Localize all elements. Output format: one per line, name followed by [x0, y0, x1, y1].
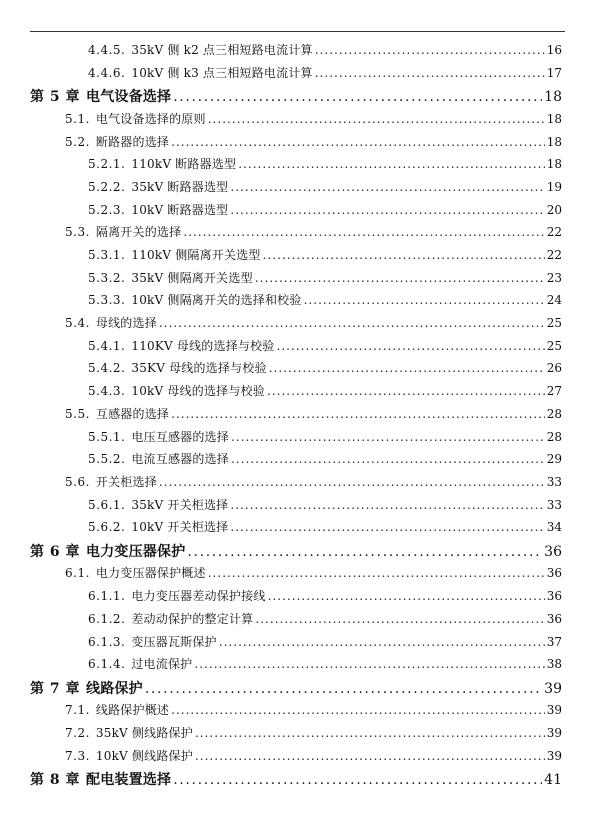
toc-entry[interactable]	[0, 359, 597, 382]
header-rule	[30, 31, 565, 32]
toc-entry-number: 7.2.	[65, 726, 90, 741]
toc-entry-number: 5.5.2.	[88, 452, 126, 467]
toc-entry-page-number: 29	[546, 452, 562, 467]
toc-entry[interactable]	[0, 291, 597, 314]
dot-leader	[208, 566, 545, 580]
toc-entry-title: 电力变压器保护	[86, 543, 186, 560]
toc-entry[interactable]	[0, 496, 597, 519]
toc-entry-page-number: 19	[546, 179, 562, 194]
dot-leader	[255, 612, 544, 626]
dot-leader	[230, 203, 544, 217]
toc-entry[interactable]	[0, 314, 597, 337]
dot-leader	[304, 293, 545, 307]
dot-leader	[231, 430, 545, 444]
toc-entry-number: 5.2.1.	[88, 157, 126, 172]
dot-leader	[267, 384, 545, 398]
toc-entry-title: 10kV 侧 k3 点三相短路电流计算	[131, 65, 313, 80]
toc-entry-title: 10kV 侧隔离开关的选择和校验	[131, 293, 302, 308]
toc-entry-page-number: 33	[546, 474, 562, 489]
dot-leader	[219, 635, 545, 649]
toc-entry-number: 5.5.	[65, 406, 90, 421]
toc-entry-page-number: 39	[546, 703, 562, 718]
toc-entry-title: 35kV 侧 k2 点三相短路电流计算	[131, 43, 313, 57]
toc-entry[interactable]	[0, 610, 597, 633]
toc-entry-title: 110kV 断路器选型	[131, 157, 237, 172]
toc-entry-title: 母线的选择	[95, 316, 157, 331]
toc-entry-number: 5.5.1.	[88, 429, 126, 444]
toc-entry-page-number: 24	[546, 293, 562, 308]
toc-entry-page-number: 37	[546, 634, 562, 649]
toc-entry-page-number: 26	[546, 361, 562, 376]
toc-entry-title: 35KV 母线的选择与校验	[131, 361, 267, 376]
toc-entry[interactable]	[0, 724, 597, 747]
toc-entry[interactable]	[0, 473, 597, 496]
toc-entry-title: 配电装置选择	[86, 772, 172, 789]
toc-entry-title: 线路保护概述	[95, 703, 170, 718]
dot-leader	[195, 749, 545, 763]
toc-entry[interactable]	[0, 701, 597, 724]
toc-entry-title: 隔离开关的选择	[95, 225, 182, 240]
toc-entry-number: 5.2.	[65, 134, 90, 149]
toc-entry-page-number: 18	[546, 134, 562, 149]
toc-entry-number: 7.1.	[65, 703, 90, 718]
toc-entry-number: 6.1.2.	[88, 611, 126, 626]
toc-entry-title: 过电流保护	[131, 657, 193, 672]
toc-entry[interactable]	[0, 382, 597, 405]
toc-entry-page-number: 18	[544, 89, 562, 106]
dot-leader	[315, 43, 545, 57]
toc-entry-page-number: 39	[546, 748, 562, 763]
toc-entry-title: 互感器的选择	[95, 406, 170, 421]
toc-entry-title: 电压互感器的选择	[131, 429, 229, 444]
toc-entry-number: 5.6.	[65, 474, 90, 489]
toc-entry-page-number: 23	[546, 270, 562, 285]
dot-leader	[208, 112, 545, 126]
dot-leader	[171, 407, 545, 421]
toc-entry[interactable]	[0, 178, 597, 201]
toc-entry[interactable]	[0, 747, 597, 770]
dot-leader	[238, 157, 545, 171]
toc-entry-number: 6.1.3.	[88, 634, 126, 649]
dot-leader	[195, 726, 545, 740]
dot-leader	[230, 180, 544, 194]
toc-entry-number: 5.3.	[65, 225, 90, 240]
toc-entry[interactable]	[0, 564, 597, 587]
toc-entry-page-number: 33	[546, 497, 562, 512]
dot-leader	[269, 361, 545, 375]
toc-entry-title: 10kV 开关柜选择	[131, 520, 229, 535]
toc-entry-title: 110kV 侧隔离开关选型	[131, 248, 261, 262]
dot-leader	[159, 316, 545, 330]
toc-entry[interactable]	[0, 246, 597, 269]
toc-entry[interactable]	[0, 655, 597, 678]
dot-leader	[263, 248, 545, 262]
toc-entry[interactable]	[0, 337, 597, 360]
toc-entry-title: 线路保护	[86, 680, 143, 697]
dot-leader	[277, 339, 545, 353]
toc-entry-title: 电力变压器差动保护接线	[131, 589, 266, 604]
toc-entry-title: 35kV 断路器选型	[131, 179, 229, 194]
dot-leader	[173, 772, 542, 788]
toc-entry-page-number: 28	[546, 406, 562, 421]
dot-leader	[187, 544, 542, 560]
dot-leader	[145, 681, 542, 697]
toc-entry-number: 第 6 章	[30, 543, 80, 560]
toc-entry-number: 5.3.3.	[88, 293, 126, 308]
toc-entry-page-number: 25	[546, 338, 562, 353]
toc-entry-number: 6.1.	[65, 566, 90, 581]
toc-entry-title: 35kV 开关柜选择	[131, 497, 229, 512]
dot-leader	[230, 520, 544, 534]
dot-leader	[230, 498, 544, 512]
toc-entry-page-number: 25	[546, 316, 562, 331]
toc-chapter-entry[interactable]	[0, 541, 597, 565]
toc-entry-page-number: 39	[546, 726, 562, 741]
toc-entry-title: 110KV 母线的选择与校验	[131, 338, 275, 353]
toc-chapter-entry[interactable]	[0, 769, 597, 793]
toc-entry-number: 5.4.1.	[88, 338, 126, 353]
toc-entry-number: 第 5 章	[30, 89, 80, 106]
toc-entry-page-number: 18	[546, 157, 562, 172]
table-of-contents	[0, 41, 597, 793]
toc-entry-page-number: 39	[544, 680, 562, 697]
toc-entry-page-number: 36	[546, 566, 562, 581]
toc-entry[interactable]	[0, 269, 597, 292]
toc-entry-title: 10kV 断路器选型	[131, 202, 229, 217]
toc-entry-page-number: 18	[546, 111, 562, 126]
toc-entry-title: 电力变压器保护概述	[95, 566, 206, 581]
toc-chapter-entry[interactable]	[0, 86, 597, 110]
toc-entry-title: 电流互感器的选择	[131, 452, 229, 467]
toc-entry-number: 7.3.	[65, 748, 90, 763]
toc-entry[interactable]	[0, 428, 597, 451]
toc-entry[interactable]	[0, 110, 597, 133]
toc-entry-page-number: 22	[546, 225, 562, 240]
toc-entry-page-number: 36	[546, 589, 562, 604]
toc-entry[interactable]	[0, 41, 597, 64]
toc-entry-title: 10kV 母线的选择与校验	[131, 384, 265, 399]
toc-entry-page-number: 20	[546, 202, 562, 217]
dot-leader	[159, 475, 545, 489]
toc-entry[interactable]	[0, 518, 597, 541]
toc-entry-number: 5.2.2.	[88, 179, 126, 194]
dot-leader	[255, 271, 545, 285]
toc-chapter-entry[interactable]	[0, 678, 597, 702]
dot-leader	[194, 657, 544, 671]
dot-leader	[171, 135, 545, 149]
toc-entry-number: 4.4.5.	[88, 43, 126, 57]
dot-leader	[315, 66, 545, 80]
toc-entry[interactable]	[0, 633, 597, 656]
toc-entry-page-number: 38	[546, 657, 562, 672]
toc-entry[interactable]	[0, 133, 597, 156]
toc-entry-page-number: 16	[546, 43, 562, 57]
toc-entry-page-number: 22	[546, 248, 562, 262]
toc-entry-title: 断路器的选择	[95, 134, 170, 149]
dot-leader	[171, 703, 545, 717]
toc-entry-number: 第 8 章	[30, 772, 80, 789]
toc-entry-page-number: 36	[546, 611, 562, 626]
toc-entry-number: 5.6.1.	[88, 497, 126, 512]
toc-entry[interactable]	[0, 587, 597, 610]
toc-entry-title: 电气设备选择	[86, 89, 172, 106]
toc-entry-number: 5.3.1.	[88, 248, 126, 262]
dot-leader	[268, 589, 545, 603]
toc-entry[interactable]	[0, 64, 597, 87]
toc-entry-title: 变压器瓦斯保护	[131, 634, 217, 649]
toc-entry-title: 35kV 侧线路保护	[95, 726, 193, 741]
toc-entry-number: 6.1.1.	[88, 589, 126, 604]
toc-entry-page-number: 36	[544, 543, 562, 560]
toc-entry-number: 4.4.6.	[88, 65, 126, 80]
dot-leader	[231, 452, 545, 466]
toc-entry[interactable]	[0, 450, 597, 473]
dot-leader	[173, 89, 542, 105]
toc-entry-page-number: 41	[544, 772, 562, 789]
toc-entry[interactable]	[0, 155, 597, 178]
toc-entry-number: 5.4.	[65, 316, 90, 331]
toc-entry[interactable]	[0, 201, 597, 224]
toc-entry-number: 5.6.2.	[88, 520, 126, 535]
toc-entry-page-number: 17	[546, 65, 562, 80]
toc-entry-number: 5.4.2.	[88, 361, 126, 376]
toc-entry-page-number: 28	[546, 429, 562, 444]
toc-entry-title: 电气设备选择的原则	[95, 111, 206, 126]
toc-entry-number: 5.1.	[65, 111, 90, 126]
toc-entry-number: 5.3.2.	[88, 270, 126, 285]
toc-entry-title: 开关柜选择	[95, 474, 157, 489]
toc-entry-title: 35kV 侧隔离开关选型	[131, 270, 253, 285]
toc-entry-number: 6.1.4.	[88, 657, 126, 672]
toc-entry-number: 5.2.3.	[88, 202, 126, 217]
dot-leader	[183, 225, 544, 239]
toc-entry-title: 10kV 侧线路保护	[95, 748, 193, 763]
toc-entry[interactable]	[0, 405, 597, 428]
toc-entry-number: 5.4.3.	[88, 384, 126, 399]
toc-entry-page-number: 34	[546, 520, 562, 535]
toc-entry-page-number: 27	[546, 384, 562, 399]
toc-entry[interactable]	[0, 223, 597, 246]
toc-entry-number: 第 7 章	[30, 680, 80, 697]
toc-entry-title: 差动动保护的整定计算	[131, 611, 254, 626]
